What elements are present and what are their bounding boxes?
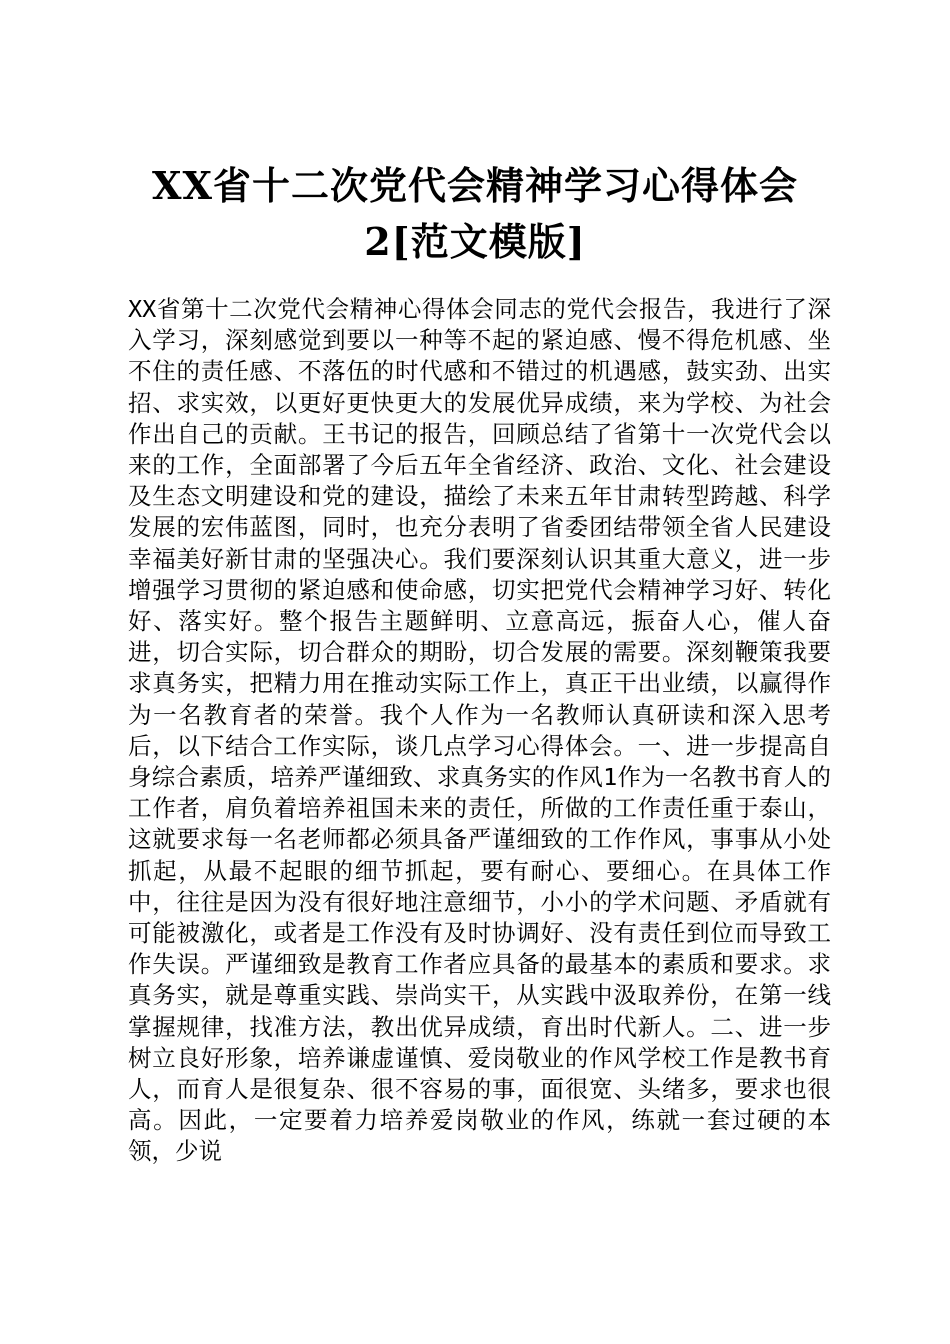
document-title: XX省十二次党代会精神学习心得体会2[范文模版]: [152, 163, 798, 264]
document-body: XX省第十二次党代会精神心得体会同志的党代会报告，我进行了深入学习，深刻感觉到要以一种等不起的紧迫感、慢不得危机感、坐不住的责任感、不落伍的时代感和不错过的机遇感，鼓实劲、出实招、求实效，以更好更快更大的发展优异成绩，来为学校、为社会作出自己的贡献。王书记的报告，回顾总结了省第十一次党代会以来的工作，全面部署了今后五年全省经济、政治、文化、社会建设及生态文明建设和党的建设，描绘了未来五年甘肃转型跨越、科学发展的宏伟蓝图，同时，也充分表明了省委团结带领全省人民建设幸福美好新甘肃的坚强决心。我们要深刻认识其重大意义，进一步增强学习贯彻的紧迫感和使命感，切实把党代会精神学习好、转化好、落实好。整个报告主题鲜明、立意高远，振奋人心，催人奋进，切合实际，切合群众的期盼，切合发展的需要。深刻鞭策我要求真务实，把精力用在推动实际工作上，真正干出业绩，以赢得作为一名教育者的荣誉。我个人作为一名教师认真研读和深入思考后，以下结合工作实际，谈几点学习心得体会。一、进一步提高自身综合素质，培养严谨细致、求真务实的作风1作为一名教书育人的工作者，肩负着培养祖国未来的责任，所做的工作责任重于泰山，这就要求每一名老师都必须具备严谨细致的工作作风，事事从小处抓起，从最不起眼的细节抓起，要有耐心、要细心。在具体工作中，往往是因为没有很好地注意细节，小小的学术问题、矛盾就有可能被激化，或者是工作没有及时协调好、没有责任到位而导致工作失误。严谨细致是教育工作者应具备的最基本的素质和要求。求真务实，就是尊重实践、崇尚实干，从实践中汲取养份，在第一线掌握规律，找准方法，教出优异成绩，育出时代新人。二、进一步树立良好形象，培养谦虚谨慎、爱岗敬业的作风学校工作是教书育人，而育人是很复杂、很不容易的事，面很宽、头绪多，要求也很高。因此，一定要着力培养爱岗敬业的作风，练就一套过硬的本领，少说: [128, 295, 831, 1166]
